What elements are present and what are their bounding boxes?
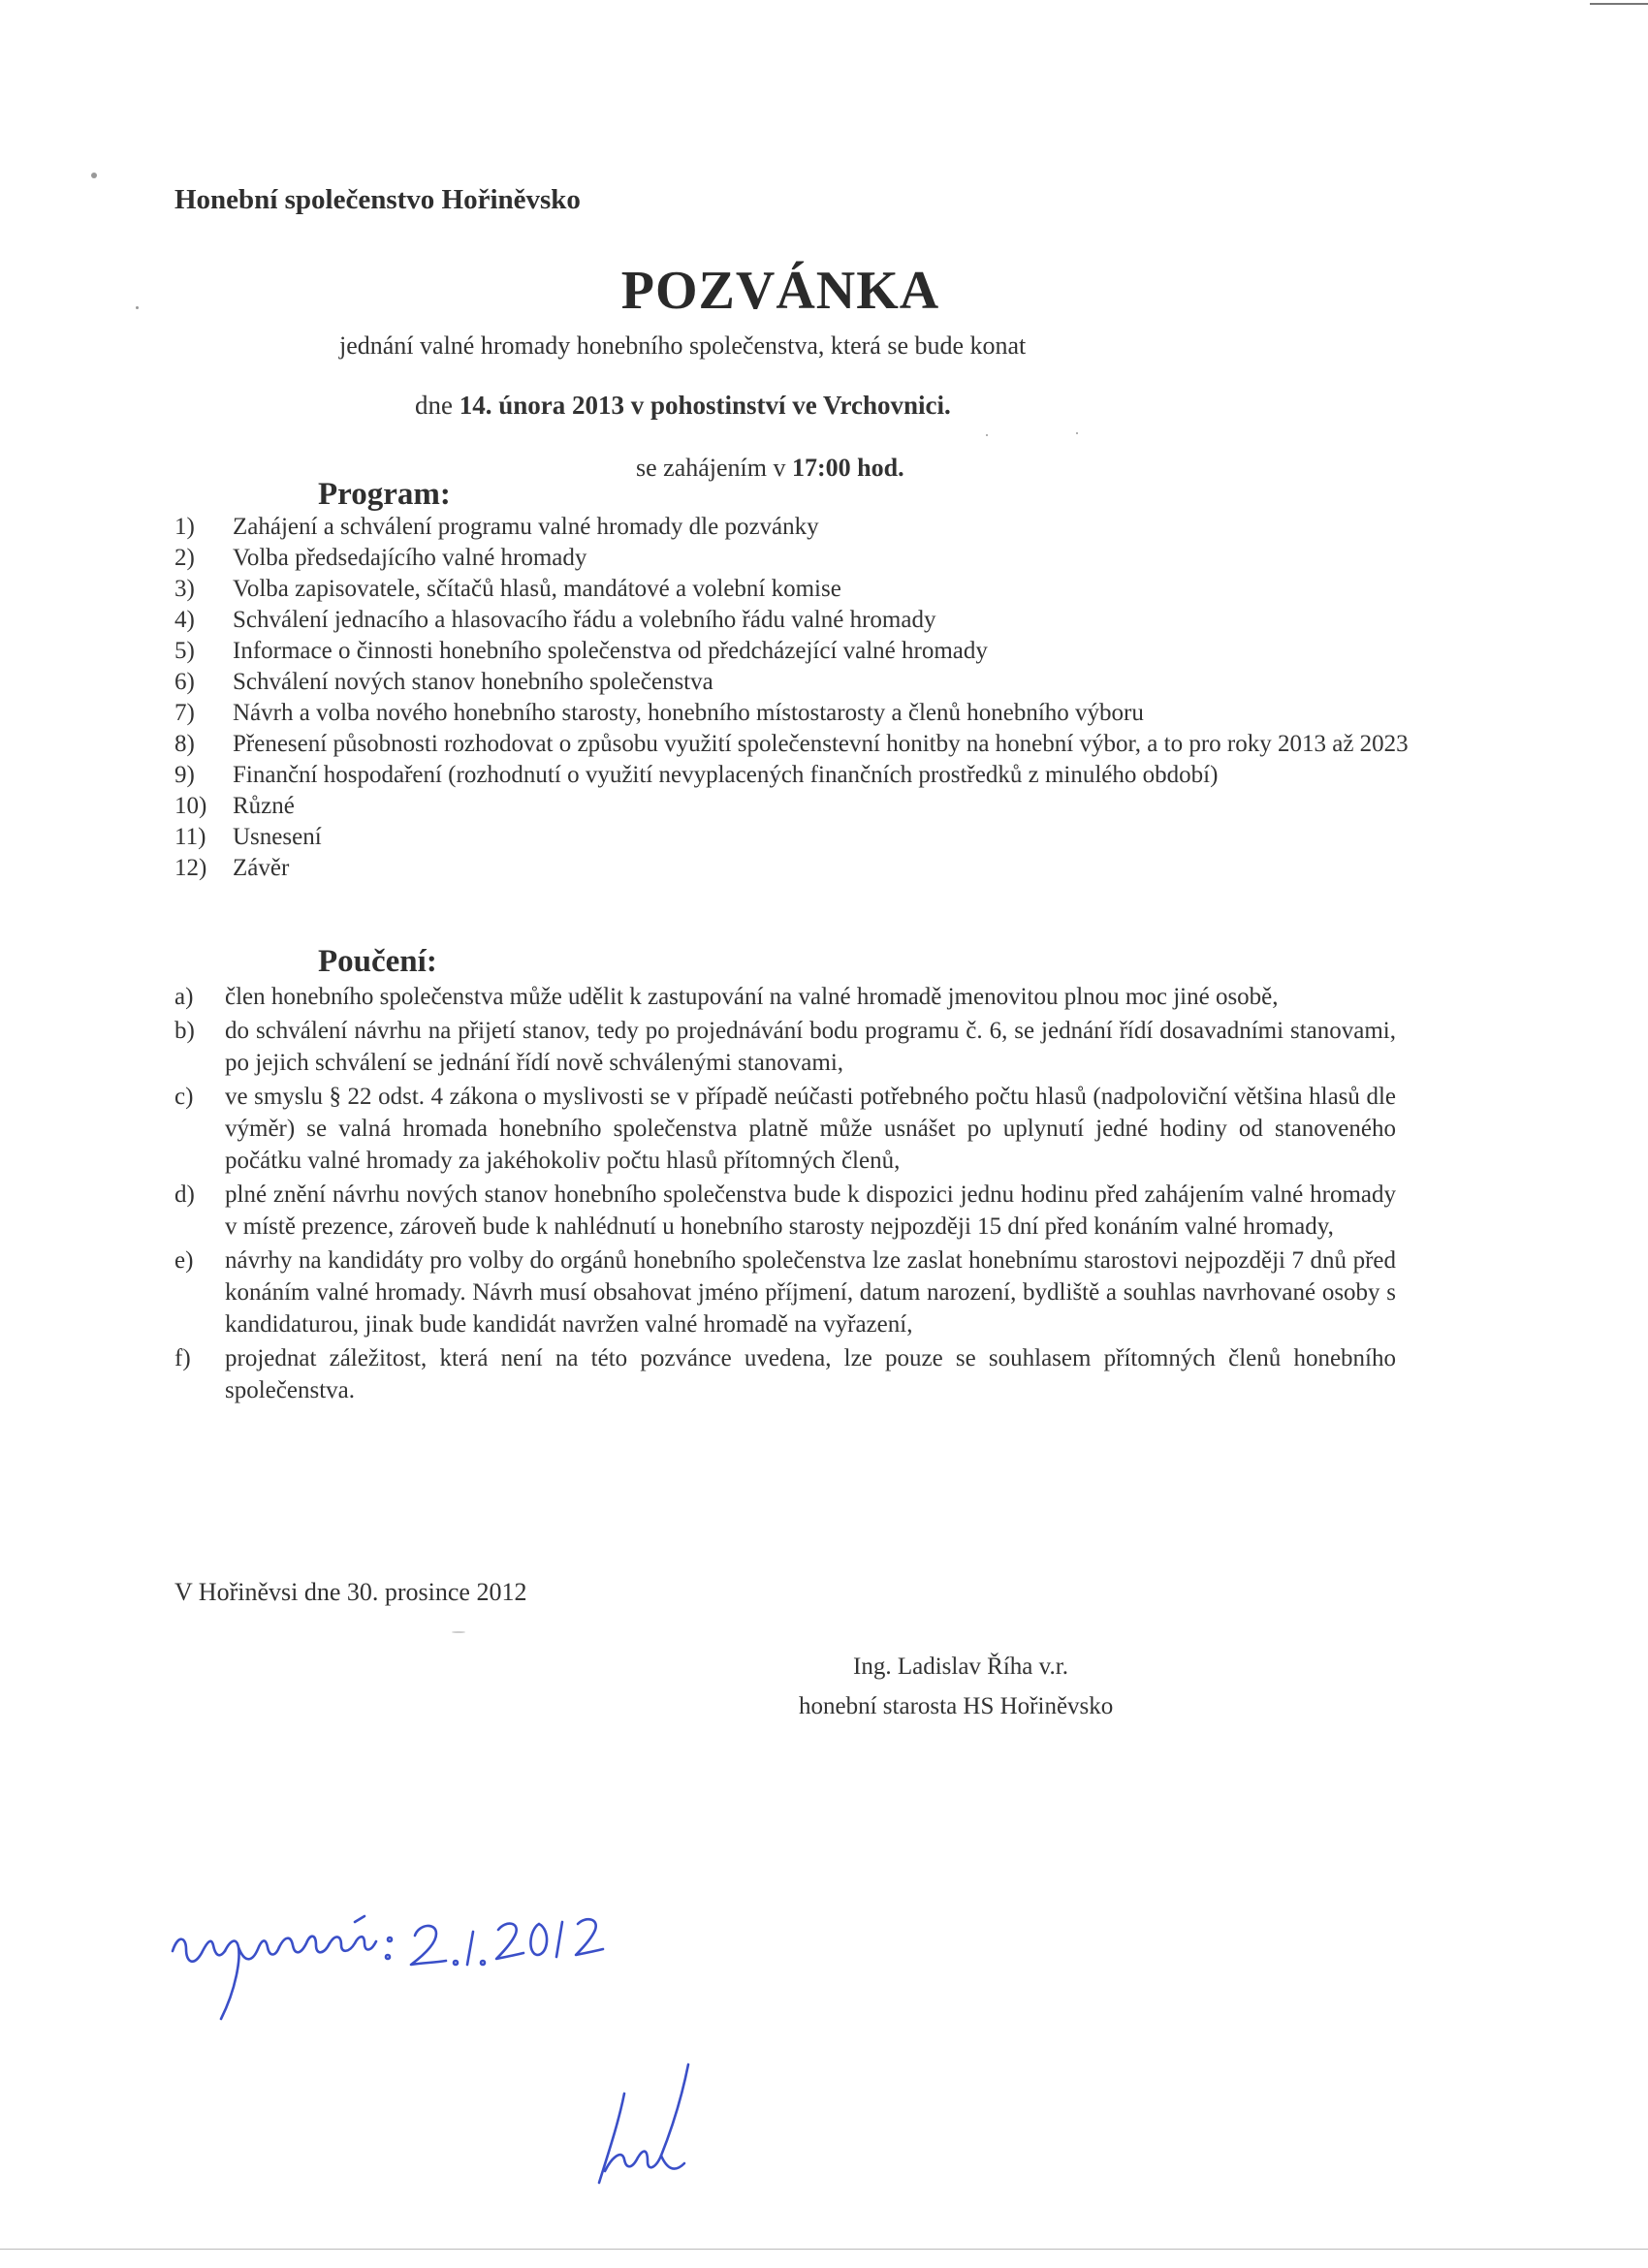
bottom-scan-edge (0, 2249, 1648, 2250)
item-text: Finanční hospodaření (rozhodnutí o využití nevyplacených finančních prostředků z minulého období) (233, 762, 1219, 788)
scan-speck (1076, 432, 1078, 434)
list-item (174, 543, 1425, 574)
item-text: ve smyslu § 22 odst. 4 zákona o myslivosti se v případě neúčasti potřebného počtu hlasů (nadpoloviční většina hlasů dle výměr) se valná hromada honebního společenstva platně může usnášet po uplynutí jedné hodiny od stanoveného počátku valné hromady za jakéhokoliv počtu hlasů přítomných členů, (225, 1084, 1396, 1174)
list-item (174, 1015, 1396, 1079)
list-item (174, 605, 1425, 636)
item-text: Volba zapisovatele, sčítačů hlasů, mandátové a volební komise (233, 576, 841, 602)
item-number: 2) (174, 545, 195, 571)
item-text: Přenesení působnosti rozhodovat o způsobu využití společenstevní honitby na honební výbor, a to pro roky 2013 až 2023 (233, 731, 1409, 757)
time-prefix: se zahájením v (636, 454, 792, 482)
item-number: 6) (174, 669, 195, 695)
item-text: Schválení nových stanov honebního společenstva (233, 669, 713, 695)
meeting-time: 17:00 hod. (792, 454, 904, 482)
item-letter: f) (174, 1345, 191, 1371)
item-text: návrhy na kandidáty pro volby do orgánů honebního společenstva lze zaslat honebnímu starostovi nejpozději 7 dnů před konáním valné hromady. Návrh musí obsahovat jméno příjmení, datum narození, bydliště a souhlas navrhované osoby s kandidaturou, jinak bude kandidát navržen valné hromadě na vyřazení, (225, 1247, 1396, 1338)
item-number: 8) (174, 731, 195, 757)
item-text: Informace o činnosti honebního společenstva od předcházející valné hromady (233, 638, 988, 664)
list-item (174, 729, 1425, 760)
item-text: Schválení jednacího a hlasovacího řádu a volebního řádu valné hromady (233, 607, 936, 633)
list-item (174, 981, 1396, 1013)
document-title: POZVÁNKA (620, 261, 940, 321)
program-list (174, 512, 1425, 884)
list-item (174, 760, 1425, 791)
meeting-description: jednání valné hromady honebního společenstva, která se bude konat (339, 331, 1027, 360)
list-item (174, 698, 1425, 729)
organization-name: Honební společenstvo Hořiněvsko (174, 184, 581, 215)
item-number: 10) (174, 793, 207, 819)
handwritten-posting-note (165, 1895, 630, 2040)
item-number: 7) (174, 700, 195, 726)
item-number: 3) (174, 576, 195, 602)
handwritten-signature (591, 2055, 698, 2190)
item-number: 1) (174, 514, 195, 540)
list-item (174, 1342, 1396, 1406)
item-text: Návrh a volba nového honebního starosty, honebního místostarosty a členů honebního výboru (233, 700, 1144, 726)
item-text: do schválení návrhu na přijetí stanov, tedy po projednávání bodu programu č. 6, se jednání řídí dosavadními stanovami, po jejich schválení se jednání řídí nově schválenými stanovami, (225, 1018, 1396, 1076)
instructions-heading: Poučení: (318, 944, 437, 979)
item-text: plné znění návrhu nových stanov honebního společenstva bude k dispozici jednu hodinu před zahájením valné hromady v místě prezence, zároveň bude k nahlédnutí u honebního starosty nejpozději 15 dní před konáním valné hromady, (225, 1181, 1396, 1240)
item-number: 4) (174, 607, 195, 633)
signer-name: Ing. Ladislav Říha v.r. (853, 1654, 1068, 1680)
list-item (174, 822, 1425, 853)
item-letter: d) (174, 1181, 195, 1208)
item-text: Zahájení a schválení programu valné hromady dle pozvánky (233, 514, 819, 540)
meeting-date-and-place: 14. února 2013 v pohostinství ve Vrchovnici. (459, 391, 951, 420)
list-item (174, 1244, 1396, 1340)
item-text: Různé (233, 793, 295, 819)
item-letter: b) (174, 1018, 195, 1044)
scan-speck (91, 173, 97, 178)
list-item (174, 512, 1425, 543)
list-item (174, 636, 1425, 667)
scan-speck (452, 1631, 465, 1633)
item-text: projednat záležitost, která není na této pozvánce uvedena, lze pouze se souhlasem přítomných členů honebního společenstva. (225, 1345, 1396, 1403)
place-and-date: V Hořiněvsi dne 30. prosince 2012 (174, 1578, 527, 1606)
signer-role: honební starosta HS Hořiněvsko (799, 1693, 1114, 1719)
date-prefix: dne (415, 391, 460, 420)
scan-speck (986, 434, 988, 436)
item-letter: a) (174, 984, 194, 1010)
program-heading: Program: (318, 477, 451, 512)
item-text: člen honebního společenstva může udělit k zastupování na valné hromadě jmenovitou plnou moc jiné osobě, (225, 984, 1279, 1010)
list-item (174, 1179, 1396, 1243)
item-number: 11) (174, 824, 206, 850)
item-number: 9) (174, 762, 195, 788)
item-text: Volba předsedajícího valné hromady (233, 545, 587, 571)
list-item (174, 574, 1425, 605)
list-item (174, 1081, 1396, 1177)
list-item (174, 853, 1425, 884)
item-letter: e) (174, 1247, 194, 1274)
list-item (174, 667, 1425, 698)
list-item (174, 791, 1425, 822)
item-number: 12) (174, 855, 207, 881)
meeting-date-line (415, 391, 951, 421)
meeting-time-line (636, 454, 904, 483)
instructions-list (174, 981, 1396, 1408)
item-letter: c) (174, 1084, 194, 1110)
item-number: 5) (174, 638, 195, 664)
item-text: Usnesení (233, 824, 322, 850)
item-text: Závěr (233, 855, 290, 881)
top-right-scan-edge (1590, 3, 1648, 5)
